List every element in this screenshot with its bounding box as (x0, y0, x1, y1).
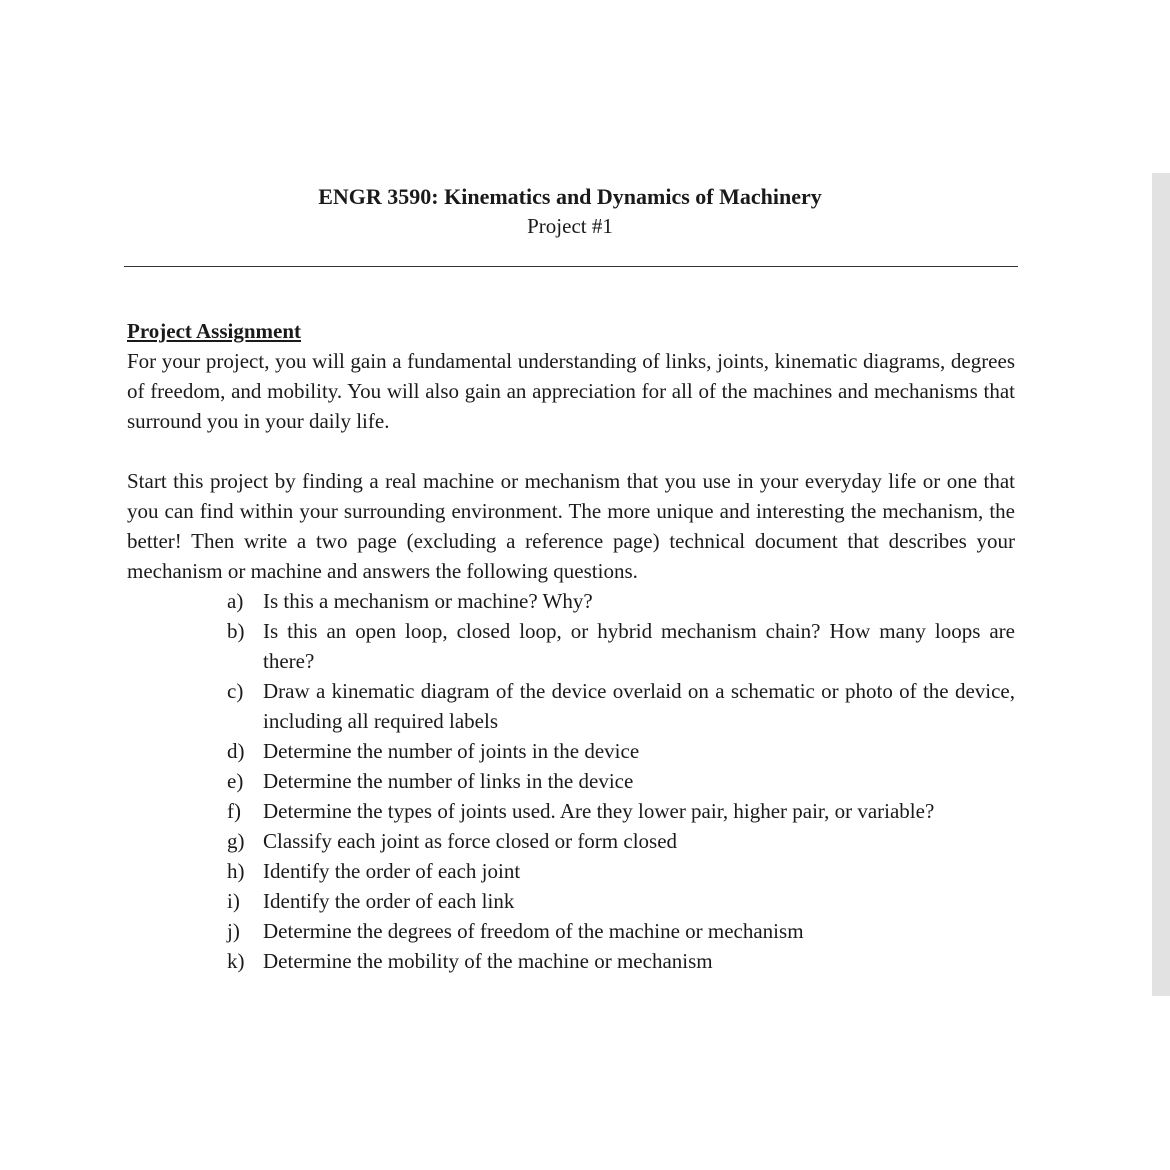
document-title: ENGR 3590: Kinematics and Dynamics of Machinery (318, 184, 822, 209)
list-item-text: Determine the degrees of freedom of the machine or mechanism (263, 919, 804, 943)
list-item (227, 856, 1015, 886)
questions-list (227, 586, 1015, 976)
list-item (227, 796, 1015, 826)
list-item (227, 616, 1015, 676)
list-item-text: Determine the number of joints in the device (263, 739, 640, 763)
list-item-text: Determine the number of links in the device (263, 769, 634, 793)
document-body (127, 316, 1015, 976)
list-item-letter: k) (227, 949, 245, 973)
list-item-letter: i) (227, 889, 240, 913)
list-item (227, 916, 1015, 946)
list-item (227, 826, 1015, 856)
list-item-letter: g) (227, 829, 245, 853)
list-item (227, 946, 1015, 976)
list-item-letter: d) (227, 739, 245, 763)
list-item (227, 676, 1015, 736)
list-item (227, 886, 1015, 916)
list-item-text: Is this a mechanism or machine? Why? (263, 589, 593, 613)
paragraph-spacer (127, 436, 1015, 466)
list-item-letter: f) (227, 799, 241, 823)
intro-paragraph: For your project, you will gain a fundamental understanding of links, joints, kinematic diagrams, degrees of freedom, and mobility. You will also gain an appreciation for all of the machines and mechanisms that surround you in your daily life. (127, 349, 1015, 433)
list-item-text: Identify the order of each joint (263, 859, 521, 883)
list-item-text: Identify the order of each link (263, 889, 515, 913)
list-item (227, 766, 1015, 796)
list-item-letter: b) (227, 619, 245, 643)
document-header (0, 183, 1140, 241)
list-item-text: Determine the mobility of the machine or mechanism (263, 949, 713, 973)
list-item-text: Draw a kinematic diagram of the device overlaid on a schematic or photo of the device, including all required labels (263, 679, 1015, 733)
document-subtitle: Project #1 (527, 214, 613, 238)
list-item (227, 586, 1015, 616)
instructions-paragraph: Start this project by finding a real machine or mechanism that you use in your everyday life or one that you can find within your surrounding environment. The more unique and interesting the mechanism, the better! Then write a two page (excluding a reference page) technical document that describes your mechanism or machine and answers the following questions. (127, 469, 1015, 583)
list-item-letter: c) (227, 679, 244, 703)
list-item-text: Is this an open loop, closed loop, or hybrid mechanism chain? How many loops are there? (263, 619, 1015, 673)
header-divider (124, 266, 1018, 267)
list-item-text: Determine the types of joints used. Are they lower pair, higher pair, or variable? (263, 799, 935, 823)
list-item-text: Classify each joint as force closed or form closed (263, 829, 678, 853)
list-item-letter: e) (227, 769, 244, 793)
list-item-letter: j) (227, 919, 240, 943)
section-heading: Project Assignment (127, 319, 301, 343)
list-item-letter: a) (227, 589, 244, 613)
list-item (227, 736, 1015, 766)
list-item-letter: h) (227, 859, 245, 883)
scrollbar[interactable] (1152, 173, 1170, 996)
